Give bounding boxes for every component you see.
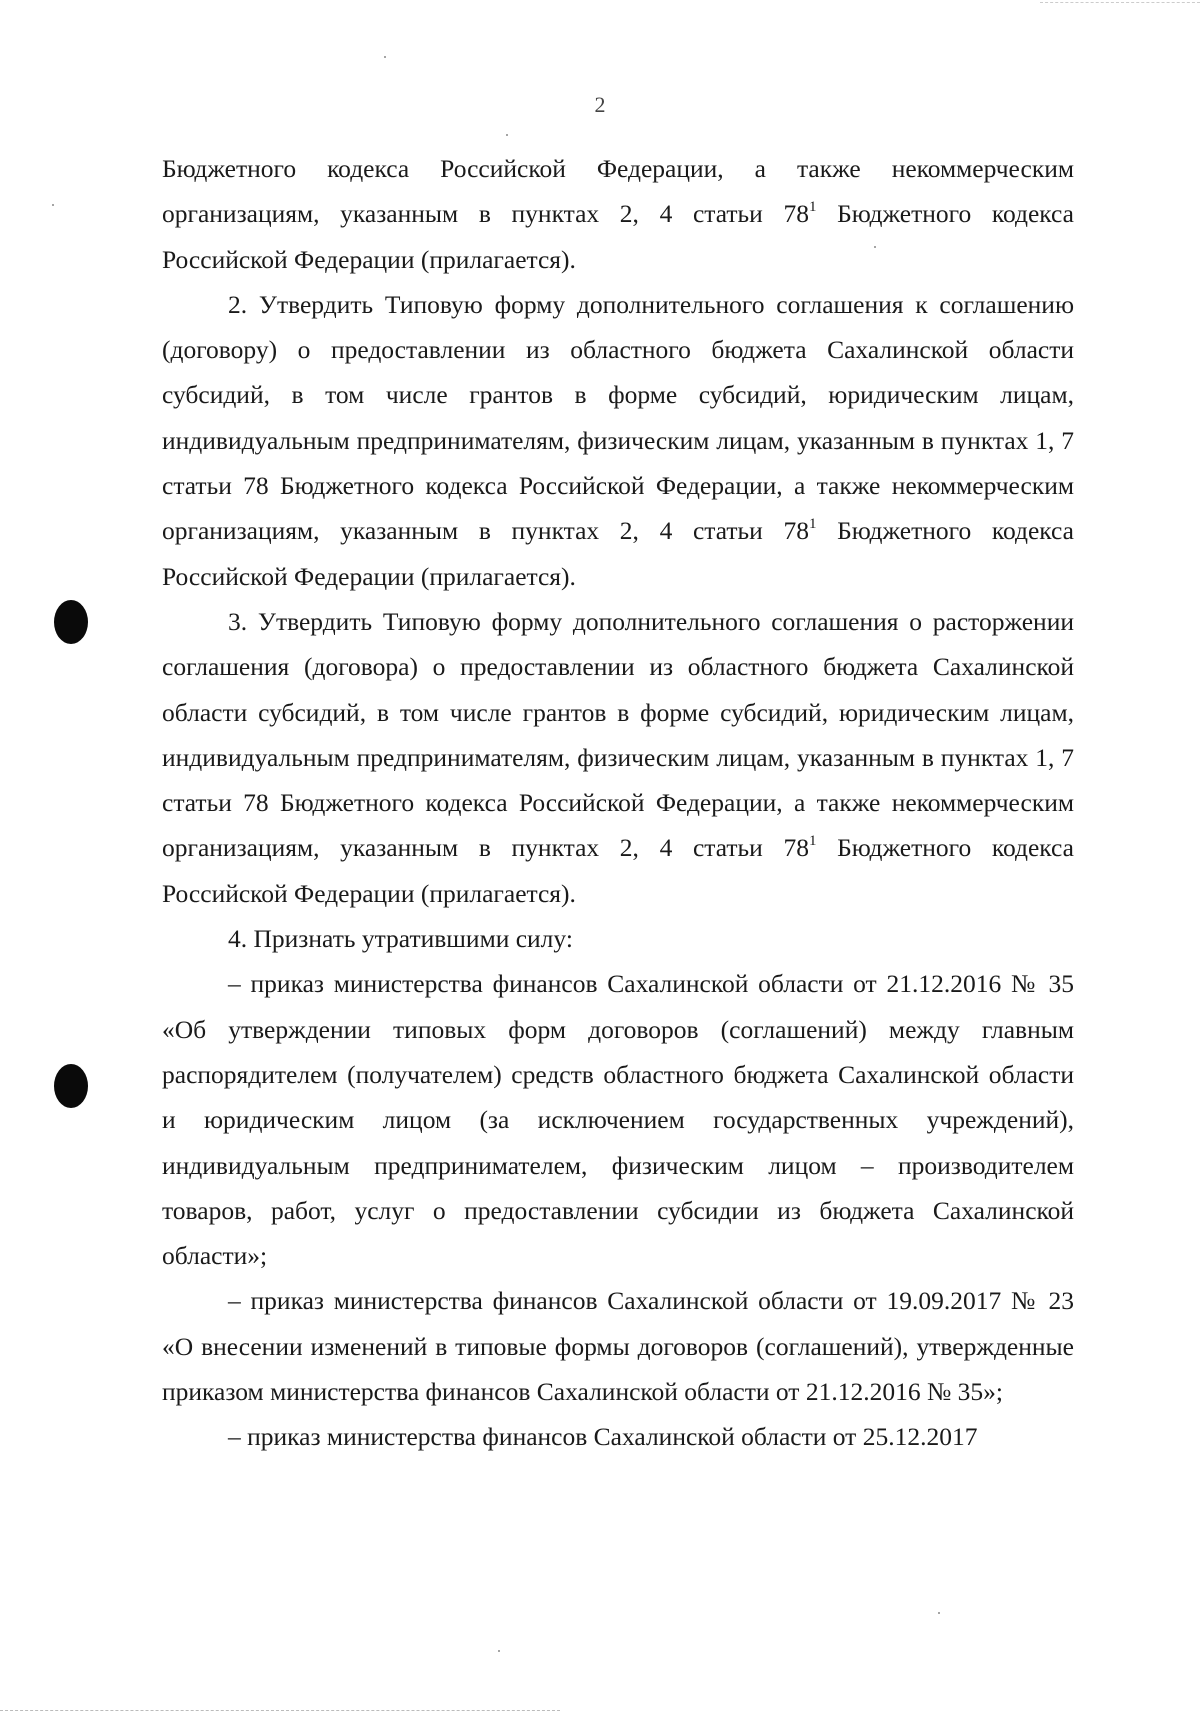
scan-speck: [384, 56, 386, 58]
superscript: 1: [809, 515, 817, 532]
punch-hole-mark: [54, 1064, 88, 1108]
text-run: Бюджетного кодекса Российской Федерации, а также некоммерческим организациям, указанным в пунктах 2, 4 статьи 78: [162, 154, 1074, 229]
text-run: 2. Утвердить Типовую форму дополнительного соглашения к соглашению (договору) о предоставлении из областного бюджета Сахалинской области субсидий, в том числе грантов в форме субсидий, юридическим лицам, индивидуальным предпринимателям, физическим лицам, указанным в пунктах 1, 7 статьи 78 Бюджетного кодекса Российской Федерации, а также некоммерческим организациям, указанным в пунктах 2, 4 статьи 78: [162, 289, 1074, 546]
paragraph-p6: [162, 1414, 1074, 1459]
scan-edge-line: [0, 1710, 560, 1711]
text-run: – приказ министерства финансов Сахалинской области от 25.12.2017: [228, 1422, 978, 1452]
text-run: Бюджетного кодекса Российской Федерации (прилагается).: [162, 516, 1074, 591]
paragraph-p0: [162, 146, 1074, 282]
text-run: 3. Утвердить Типовую форму дополнительного соглашения о расторжении соглашения (договора) о предоставлении из областного бюджета Сахалинской области субсидий, в том числе грантов в форме субсидий, юридическим лицам, индивидуальным предпринимателям, физическим лицам, указанным в пунктах 1, 7 статьи 78 Бюджетного кодекса Российской Федерации, а также некоммерческим организациям, указанным в пунктах 2, 4 статьи 78: [162, 606, 1074, 863]
superscript: 1: [809, 832, 817, 849]
superscript: 1: [809, 198, 817, 215]
scan-speck: [498, 1650, 500, 1652]
paragraph-p1: [162, 282, 1074, 599]
paragraph-p4: [162, 961, 1074, 1278]
scan-speck: [874, 246, 876, 248]
punch-hole-mark: [54, 600, 88, 644]
document-body: [162, 146, 1074, 1460]
text-run: – приказ министерства финансов Сахалинской области от 21.12.2016 № 35 «Об утверждении типовых форм договоров (соглашений) между главным распорядителем (получателем) средств областного бюджета Сахалинской области и юридическим лицом (за исключением государственных учреждений), индивидуальным предпринимателем, физическим лицом – производителем товаров, работ, услуг о предоставлении субсидии из бюджета Сахалинской области»;: [162, 969, 1074, 1271]
paragraph-p2: [162, 599, 1074, 916]
scan-speck: [506, 134, 508, 136]
text-run: – приказ министерства финансов Сахалинской области от 19.09.2017 № 23 «О внесении изменений в типовые формы договоров (соглашений), утвержденные приказом министерства финансов Сахалинской области от 21.12.2016 № 35»;: [162, 1286, 1074, 1407]
scan-speck: [938, 1612, 940, 1614]
text-run: Бюджетного кодекса Российской Федерации (прилагается).: [162, 833, 1074, 908]
scan-edge-line: [1040, 2, 1200, 3]
paragraph-p3: [162, 916, 1074, 961]
page-number: 2: [594, 92, 606, 117]
scan-speck: [52, 204, 54, 206]
text-run: 4. Признать утратившими силу:: [228, 924, 573, 954]
paragraph-p5: [162, 1278, 1074, 1414]
text-run: Бюджетного кодекса Российской Федерации (прилагается).: [162, 199, 1074, 274]
